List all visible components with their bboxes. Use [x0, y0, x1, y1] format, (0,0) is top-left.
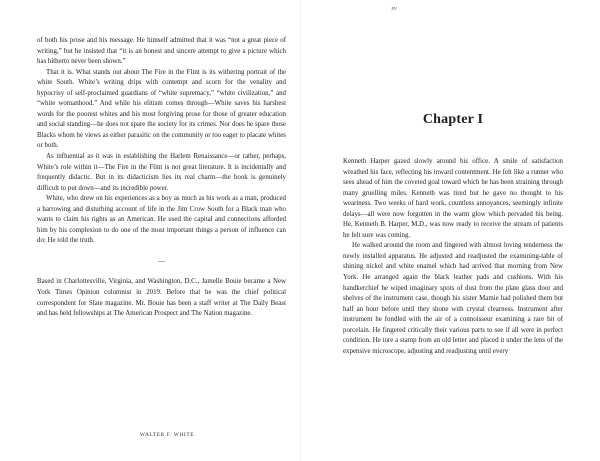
page-number: xv	[391, 6, 397, 12]
left-paragraph-2: That it is. What stands out about The Fire in the Flint is its withering portrait of the white South. White’s writing drips with contempt and scorn for the venality and hypocrisy of self-proclaimed guardians of “white supremacy,” “white civilization,” and “white womanhood.” And while his elitism comes through—White saves his harshest words for the poorest whites and his most forgiving prose for those of greater education and social standing—he does not spare the society for its crimes. Nor does he spare those Blacks whom he views as either parasitic on the community or too eager to placate whites or both.	[37, 68, 286, 150]
section-separator: —	[158, 257, 165, 265]
right-page-text	[343, 157, 563, 357]
right-paragraph-1: Kenneth Harper gazed slowly around his office. A smile of satisfaction wreathed his face, reflecting his inward contentment. He felt like a runner who sees ahead of him the coveted goal toward which he has been straining through many gruelling miles. Kenneth was tired but he gave no thought to his weariness. Two weeks of hard work, countless annoyances, seemingly infinite delays—all were now forgotten in the warm glow which pervaded his being. He, Kenneth B. Harper, M.D., was now ready to receive the stream of patients he felt sure was coming.	[343, 158, 563, 239]
gutter	[300, 0, 301, 461]
author-bio: Based in Charlottesville, Virginia, and Washington, D.C., Jamelle Bouie became a New York Times Opinion columnist in 2019. Before that he was the chief political correspondent for Slate magazine. Mr. Bouie has been a staff writer at The Daily Beast and has held fellowships at The American Prospect and The Nation magazine.	[37, 278, 286, 318]
left-paragraph-4: White, who drew on his experiences as a boy as much as his work as a man, produced a harrowing and disturbing account of life in the Jim Crow South for a Black man who wants to claim his rights as an American. He used the capital and connections afforded him by his complexion to do one of the most important things a person of influence can do: He told the truth.	[37, 195, 286, 245]
right-paragraph-2: He walked around the room and fingered with almost loving tenderness the newly installed apparatus. He adjusted and readjusted the examining-table of shining nickel and white enamel which had arrived that morning from New York. He arranged again the black leather pads and cushions. With his handkerchief he wiped imaginary spots of dust from the plate glass door and shelves of the instrument case, though his sister Mamie had polished them but half an hour before until they shone with crystal clearness. Instrument after instrument he fondled with the air of a connoisseur examining a rare bit of porcelain. He fingered critically their various parts to see if all were in perfect condition. He tore a stamp from an old letter and placed it under the lens of the expensive microscope, adjusting and readjusting until every	[343, 242, 563, 355]
running-footer: WALTER F. WHITE	[139, 432, 195, 438]
left-paragraph-1: of both his prose and his message. He himself admitted that it was “not a great piece of writing,” but he insisted that “it is an honest and sincere attempt to give a picture which has hitherto never been shown.”	[37, 37, 286, 66]
left-page-text	[37, 36, 286, 320]
left-paragraph-3: As influential as it was in establishing the Harlem Renaissance—or rather, perhaps, White’s role within it—The Fire in the Flint is not great literature. It is incidentally and frequently didactic. But in its didacticism lies its real charm—the book is genuinely difficult to put down—and its incredible power.	[37, 153, 286, 192]
chapter-title: Chapter I	[422, 112, 484, 127]
